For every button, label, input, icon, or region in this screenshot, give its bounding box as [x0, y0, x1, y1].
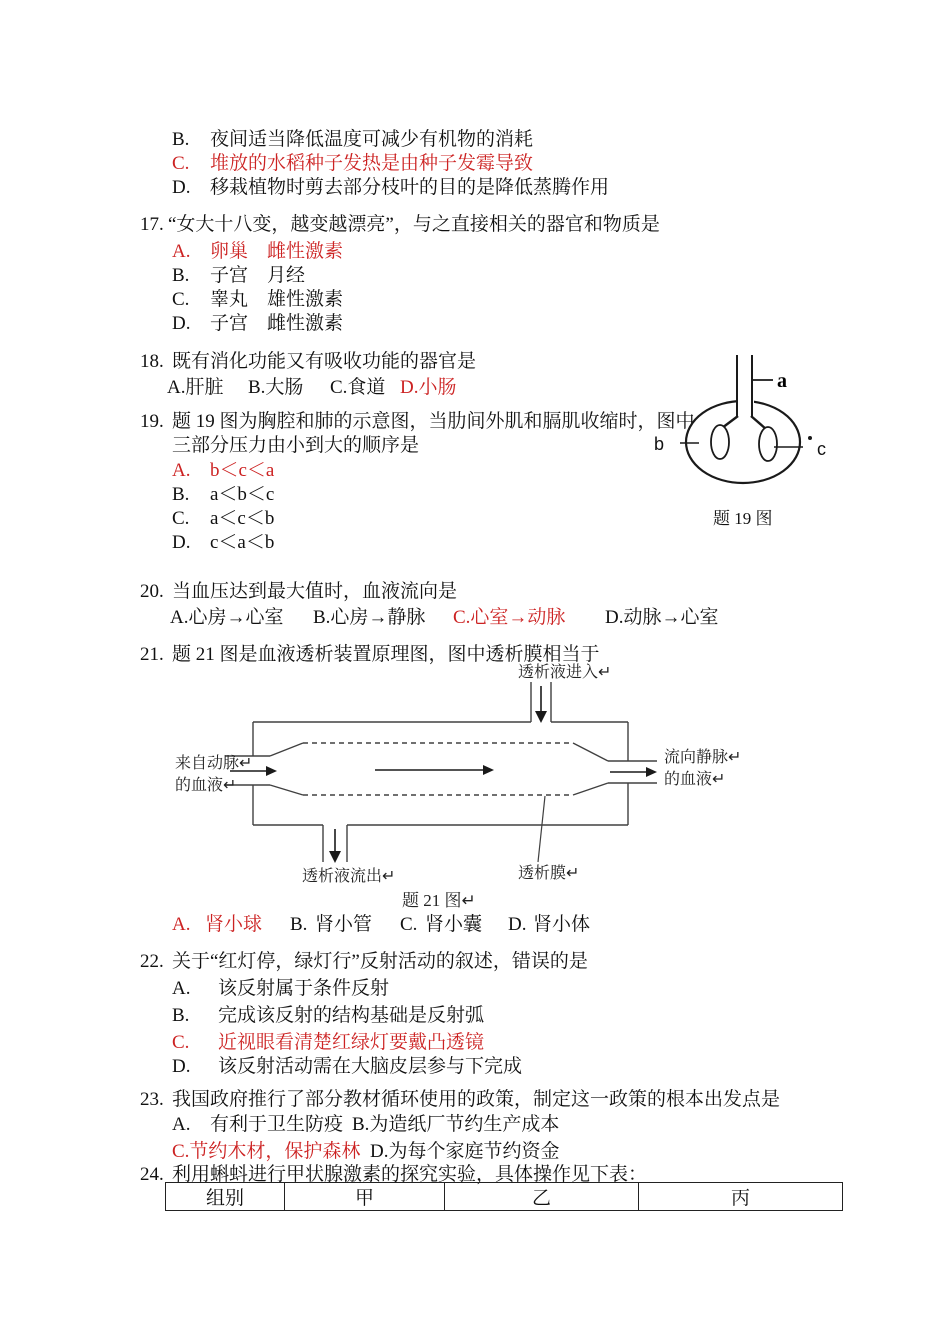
- blood-out-arrowhead: [646, 767, 657, 777]
- outlet-arrowhead: [329, 851, 341, 863]
- inlet-arrowhead: [535, 711, 547, 723]
- q19-option-b-text: a＜b＜c: [210, 484, 275, 505]
- figure19-label-a: a: [777, 370, 787, 392]
- from-artery-label-line2: 的血液↵: [175, 777, 237, 794]
- q20-number: 20.: [140, 581, 164, 602]
- q22-number: 22.: [140, 951, 164, 972]
- q23-option-d: D.为每个家庭节约资金: [370, 1141, 560, 1162]
- q16-option-b-letter: B.: [172, 129, 190, 150]
- q17-option-a-letter: A.: [172, 241, 191, 262]
- q23-option-a-letter: A.: [172, 1114, 191, 1135]
- to-vein-label-line1: 流向静脉↵: [664, 749, 742, 766]
- q17-option-c-letter: C.: [172, 289, 190, 310]
- q17-option-b-letter: B.: [172, 265, 190, 286]
- q21-option-a-letter: A.: [172, 914, 191, 935]
- q19-option-d-text: c＜a＜b: [210, 532, 275, 553]
- q21-option-a-text: 肾小球: [205, 914, 263, 935]
- q22-option-a-letter: A.: [172, 978, 191, 999]
- bronchus-right: [751, 416, 766, 429]
- q22-option-b-text: 完成该反射的结构基础是反射弧: [218, 1005, 485, 1026]
- q24-number: 24.: [140, 1164, 164, 1185]
- thorax-lung-diagram: [630, 340, 850, 525]
- q17-option-d-text: 子宫 雌性激素: [210, 313, 344, 334]
- q21-option-c-letter: C.: [400, 914, 418, 935]
- q16-option-c-letter: C.: [172, 153, 190, 174]
- q22-option-d-text: 该反射活动需在大脑皮层参与下完成: [218, 1056, 523, 1077]
- q24-table-header-row: [166, 1183, 843, 1211]
- q19-option-b-letter: B.: [172, 484, 190, 505]
- q18-option-a: A.肝脏: [167, 377, 224, 398]
- q16-option-d-letter: D.: [172, 177, 191, 198]
- q21-option-b-letter: B.: [290, 914, 308, 935]
- figure21-caption: 题 21 图↵: [402, 891, 476, 910]
- blood-flow-arrowhead: [483, 765, 494, 775]
- q19-option-a-text: b＜c＜a: [210, 460, 275, 481]
- q22-stem: 关于“红灯停，绿灯行”反射活动的叙述，错误的是: [172, 951, 588, 972]
- membrane-label: 透析膜↵: [518, 865, 580, 882]
- q20-option-b: B.心房→静脉: [313, 607, 426, 628]
- dialysis-diagram: [170, 650, 750, 920]
- q24-table-header-yi: 乙: [445, 1183, 639, 1211]
- lung-left: [711, 425, 729, 459]
- dialysate-inlet-label: 透析液进入↵: [518, 664, 612, 681]
- dialysate-outlet-label: 透析液流出↵: [302, 868, 396, 885]
- q21-option-d-letter: D.: [508, 914, 527, 935]
- q23-option-a-text: 有利于卫生防疫: [210, 1114, 344, 1135]
- q19-option-c-text: a＜c＜b: [210, 508, 275, 529]
- q20-option-c: C.心室→动脉: [453, 607, 566, 628]
- from-artery-label-line1: 来自动脉↵: [175, 755, 253, 772]
- q20-stem: 当血压达到最大值时，血液流向是: [172, 581, 458, 602]
- q19-option-a-letter: A.: [172, 460, 191, 481]
- q24-stem: 利用蝌蚪进行甲状腺激素的探究实验，具体操作见下表：: [172, 1164, 648, 1185]
- q17-option-c-text: 睾丸 雄性激素: [210, 289, 344, 310]
- q18-stem: 既有消化功能又有吸收功能的器官是: [172, 351, 477, 372]
- q19-option-d-letter: D.: [172, 532, 191, 553]
- figure19-label-b: b: [654, 434, 665, 454]
- q24-table-header-jia: 甲: [285, 1183, 445, 1211]
- q18-option-c: C.食道: [330, 377, 386, 398]
- q19-option-c-letter: C.: [172, 508, 190, 529]
- blood-in-arrowhead: [266, 766, 277, 776]
- figure19-label-c: c: [817, 439, 826, 459]
- q17-option-d-letter: D.: [172, 313, 191, 334]
- q22-option-a-text: 该反射属于条件反射: [218, 978, 390, 999]
- q24-table-header-group: 组别: [166, 1183, 285, 1211]
- q24-table: [165, 1182, 843, 1211]
- figure19-caption: 题 19 图: [713, 509, 773, 528]
- q17-option-a-text: 卵巢 雌性激素: [210, 241, 344, 262]
- pointer-c-dot: [808, 436, 812, 440]
- dialyzer-box: [253, 722, 628, 825]
- q21-option-b-text: 肾小管: [315, 914, 373, 935]
- q16-option-c-text: 堆放的水稻种子发热是由种子发霉导致: [210, 153, 534, 174]
- lung-right: [759, 427, 777, 461]
- q20-option-d: D.动脉→心室: [605, 607, 719, 628]
- q16-option-d-text: 移栽植物时剪去部分枝叶的目的是降低蒸腾作用: [210, 177, 610, 198]
- q23-stem: 我国政府推行了部分教材循环使用的政策，制定这一政策的根本出发点是: [172, 1089, 781, 1110]
- q21-number: 21.: [140, 644, 164, 665]
- q21-stem: 题 21 图是血液透析装置原理图，图中透析膜相当于: [172, 644, 600, 665]
- q17-option-b-text: 子宫 月经: [210, 265, 306, 286]
- q23-option-b: B.为造纸厂节约生产成本: [352, 1114, 560, 1135]
- q19-stem-line2: 三部分压力由小到大的顺序是: [172, 435, 420, 456]
- q19-stem-line1: 题 19 图为胸腔和肺的示意图，当肋间外肌和膈肌收缩时，图中: [172, 411, 695, 432]
- q19-number: 19.: [140, 411, 164, 432]
- q22-option-d-letter: D.: [172, 1056, 191, 1077]
- q18-option-d: D.小肠: [400, 377, 457, 398]
- q22-option-b-letter: B.: [172, 1005, 190, 1026]
- q23-option-c: C.节约木材，保护森林: [172, 1141, 361, 1162]
- channel-tapers: [270, 743, 608, 795]
- q18-number: 18.: [140, 351, 164, 372]
- q21-option-d-text: 肾小体: [533, 914, 591, 935]
- q23-number: 23.: [140, 1089, 164, 1110]
- q20-option-a: A.心房→心室: [170, 607, 284, 628]
- q24-table-header-bing: 丙: [639, 1183, 843, 1211]
- to-vein-label-line2: 的血液↵: [664, 771, 726, 788]
- q22-option-c-text: 近视眼看清楚红绿灯要戴凸透镜: [218, 1032, 485, 1053]
- q21-option-c-text: 肾小囊: [425, 914, 483, 935]
- q17-stem: “女大十八变，越变越漂亮”，与之直接相关的器官和物质是: [168, 214, 660, 235]
- q17-number: 17.: [140, 214, 164, 235]
- q18-option-b: B.大肠: [248, 377, 304, 398]
- q16-option-b-text: 夜间适当降低温度可减少有机物的消耗: [210, 129, 534, 150]
- membrane-pointer: [538, 796, 545, 862]
- q22-option-c-letter: C.: [172, 1032, 190, 1053]
